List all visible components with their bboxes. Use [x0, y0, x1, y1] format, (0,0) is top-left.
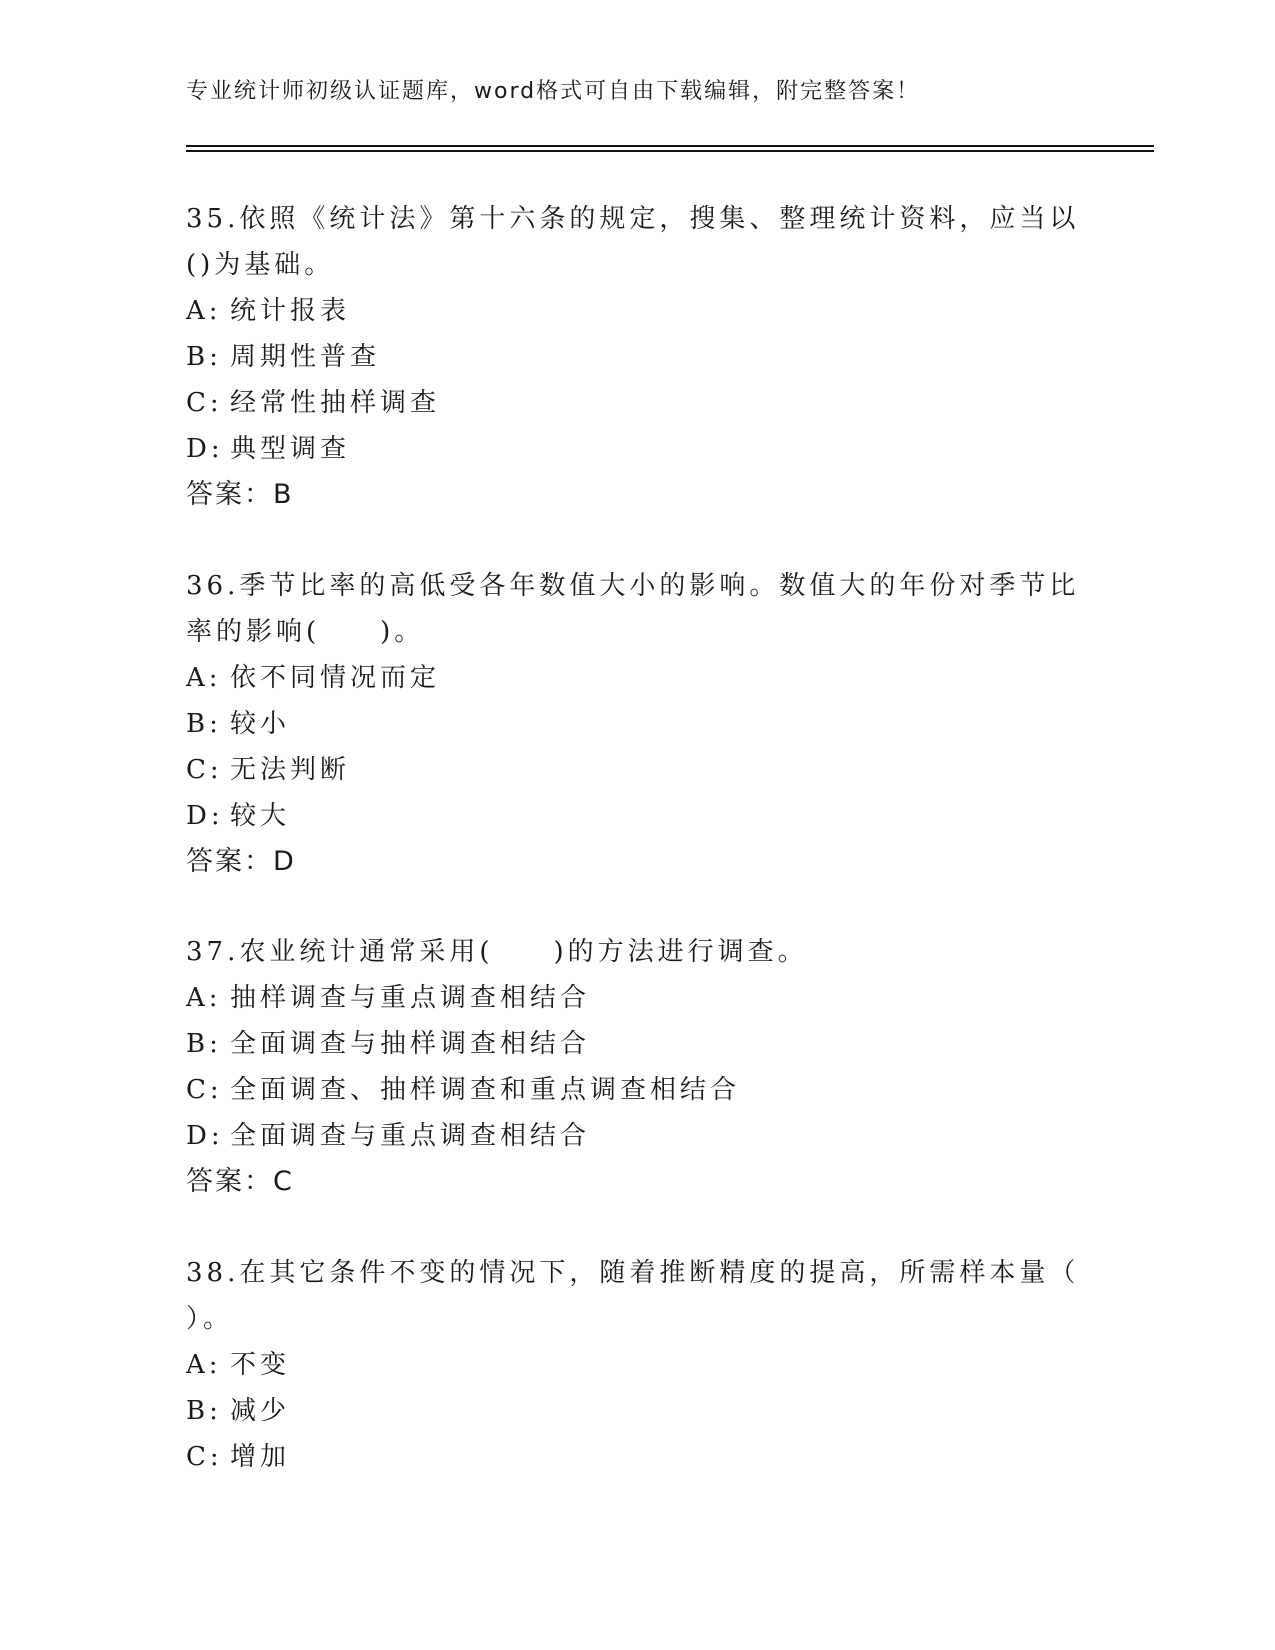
option-c [186, 747, 1086, 793]
option-text: 全面调查、抽样调查和重点调查相结合 [230, 1075, 741, 1105]
answer-label: 答案：B [186, 479, 294, 510]
option-key: A: [186, 296, 222, 326]
option-text: 减少 [230, 1396, 291, 1426]
question-36 [186, 563, 1086, 885]
option-text: 不变 [230, 1350, 291, 1380]
option-a [186, 655, 1086, 701]
option-text: 依不同情况而定 [230, 663, 441, 693]
answer-label: 答案：D [186, 846, 296, 877]
question-35 [186, 196, 1086, 518]
option-c [186, 1434, 1086, 1480]
question-stem: 38.在其它条件不变的情况下，随着推断精度的提高，所需样本量（ ）。 [186, 1258, 1140, 1334]
option-b [186, 701, 1086, 747]
option-b [186, 1388, 1086, 1434]
option-key: C: [186, 1442, 223, 1472]
option-a [186, 288, 1086, 334]
option-text: 典型调查 [230, 434, 351, 464]
option-a [186, 1342, 1086, 1388]
question-stem: 35.依照《统计法》第十六条的规定，搜集、整理统计资料，应当以()为基础。 [186, 204, 1080, 280]
option-text: 增加 [230, 1442, 291, 1472]
option-text: 无法判断 [230, 755, 351, 785]
option-key: D: [186, 1121, 224, 1151]
option-key: D: [186, 434, 224, 464]
option-key: C: [186, 755, 223, 785]
question-37 [186, 929, 1086, 1205]
option-key: B: [186, 1396, 222, 1426]
option-key: C: [186, 388, 223, 418]
option-d [186, 426, 1086, 472]
option-d [186, 793, 1086, 839]
option-b [186, 1021, 1086, 1067]
option-text: 全面调查与抽样调查相结合 [230, 1029, 591, 1059]
answer-label: 答案：C [186, 1166, 294, 1197]
option-text: 较大 [230, 801, 291, 831]
option-key: A: [186, 983, 222, 1013]
option-key: D: [186, 801, 224, 831]
option-a [186, 975, 1086, 1021]
option-key: B: [186, 1029, 222, 1059]
option-text: 经常性抽样调查 [230, 388, 441, 418]
option-text: 抽样调查与重点调查相结合 [230, 983, 591, 1013]
option-c [186, 1067, 1086, 1113]
option-c [186, 380, 1086, 426]
question-38 [186, 1250, 1140, 1480]
option-text: 全面调查与重点调查相结合 [230, 1121, 591, 1151]
document-header: 专业统计师初级认证题库，word格式可自由下载编辑，附完整答案！ [186, 79, 921, 104]
option-text: 周期性普查 [230, 342, 381, 372]
option-d [186, 1113, 1086, 1159]
option-key: B: [186, 709, 222, 739]
header-divider-top [186, 145, 1154, 147]
option-key: C: [186, 1075, 223, 1105]
option-key: A: [186, 663, 222, 693]
question-stem: 36.季节比率的高低受各年数值大小的影响。数值大的年份对季节比率的影响( )。 [186, 571, 1080, 647]
option-text: 较小 [230, 709, 291, 739]
option-key: A: [186, 1350, 222, 1380]
question-stem: 37.农业统计通常采用( )的方法进行调查。 [186, 937, 808, 967]
header-divider-bottom [186, 150, 1154, 152]
option-key: B: [186, 342, 222, 372]
option-text: 统计报表 [230, 296, 351, 326]
option-b [186, 334, 1086, 380]
